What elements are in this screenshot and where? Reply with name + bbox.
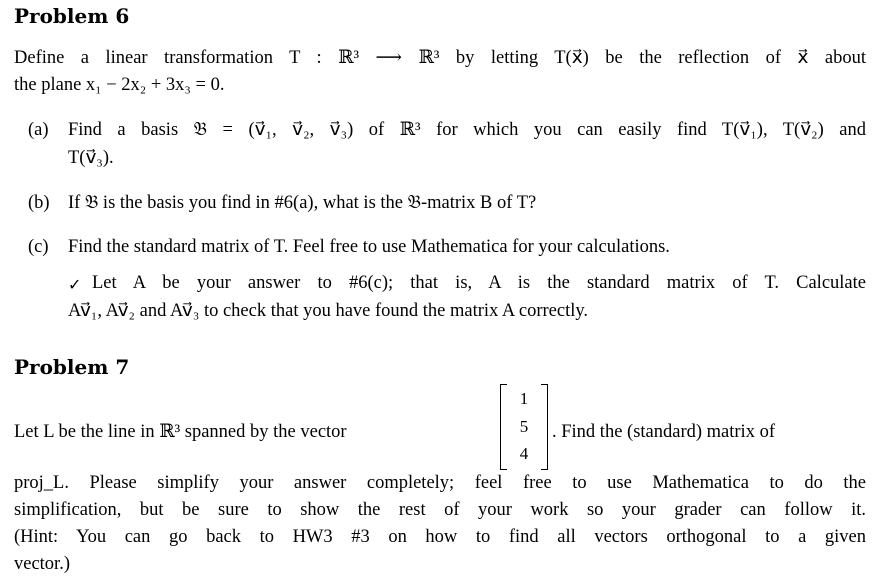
part-a-line-2: T(v⃗₃). bbox=[68, 148, 114, 168]
problem-7-line-3: simplification, but be sure to show the rest of your work so your grader can follow it. bbox=[14, 500, 866, 520]
problem-7-line-5: vector.) bbox=[14, 554, 70, 574]
part-c-label: (c) bbox=[28, 237, 49, 257]
vector-entry: 1 bbox=[519, 389, 529, 408]
problem-7-line-4: (Hint: You can go back to HW3 #3 on how to find all vectors orthogonal to a given bbox=[14, 527, 866, 547]
part-a-label: (a) bbox=[28, 120, 49, 140]
problem-6-intro-line-2: the plane x₁ − 2x₂ + 3x₃ = 0. bbox=[14, 75, 225, 95]
problem-7-line-2: proj_L. Please simplify your answer completely; feel free to use Mathematica to do the bbox=[14, 473, 866, 493]
problem-6-heading: Problem 6 bbox=[14, 4, 130, 28]
problem-6-intro-line-1: Define a linear transformation T : ℝ³ ⟶ ℝ³ by letting T(x⃗) be the reflection of x⃗ about bbox=[14, 48, 866, 68]
part-c-check-line-2: Av⃗₁, Av⃗₂ and Av⃗₃ to check that you have found the matrix A correctly. bbox=[68, 301, 589, 321]
vector-entry: 5 bbox=[519, 417, 529, 436]
part-b-line-1: If 𝔅 is the basis you find in #6(a), what is the 𝔅-matrix B of T? bbox=[68, 193, 537, 213]
problem-7-line-1-after: . Find the (standard) matrix of bbox=[552, 422, 775, 442]
part-b-label: (b) bbox=[28, 193, 50, 213]
vector-entry: 4 bbox=[519, 444, 529, 463]
part-a-line-1: Find a basis 𝔅 = (v⃗₁, v⃗₂, v⃗₃) of ℝ³ for which you can easily find T(v⃗₁), T(v⃗₂) and bbox=[68, 120, 866, 140]
part-c-check-line-1: Let A be your answer to #6(c); that is, A is the standard matrix of T. Calculate bbox=[92, 273, 866, 293]
problem-7-heading: Problem 7 bbox=[14, 355, 130, 379]
column-vector bbox=[500, 384, 548, 470]
check-mark-icon: ✓ bbox=[68, 275, 82, 294]
part-c-line-1: Find the standard matrix of T. Feel free to use Mathematica for your calculations. bbox=[68, 237, 670, 257]
problem-7-line-1-before: Let L be the line in ℝ³ spanned by the vector bbox=[14, 422, 347, 442]
